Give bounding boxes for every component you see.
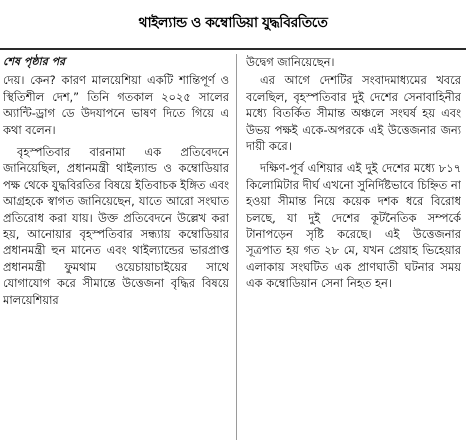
paragraph: বৃহস্পতিবার বারনামা এক প্রতিবেদনে জানিয়েছিল, প্রধানমন্ত্রী থাইল্যান্ড ও কম্বোডিয়ার পক্ষ থেকে যুদ্ধবিরতির বিষয়ে ইতিবাচক ইঙ্গিত এবং আগ্রহকে স্বাগত জানিয়েছেন, যাতে আরো সংঘাত প্রতিরোধ করা যায়। উক্ত প্রতিবেদনে উল্লেখ করা হয়, আনোয়ার বৃহস্পতিবার সন্ধ্যায় কম্বোডিয়ার প্রধানমন্ত্রী হুন মানেত এবং থাইল্যান্ডের ভারপ্রাপ্ত প্রধানমন্ত্রী ফুমথাম ওয়েচায়াচাইয়ের সাথে যোগাযোগ করে সীমান্তে উত্তেজনা বৃদ্ধির বিষয়ে মালয়েশিয়ার [3,145,229,307]
paragraph: দক্ষিণ-পূর্ব এশিয়ার এই দুই দেশের মধ্যে ৮১৭ কিলোমিটার দীর্ঘ এখনো সুনির্দিষ্টভাবে চিহ্নিত না হওয়া সীমান্ত নিয়ে কয়েক দশক ধরে বিরোধ চলছে, যা দুই দেশের কূটনৈতিক সম্পর্কে টানাপড়েন সৃষ্টি করেছে। এই উত্তেজনার সূত্রপাত হয় গত ২৮ মে, যখন প্রেয়াহ ভিহেয়ার এলাকায় সংঘটিত এক প্রাণঘাতী ঘটনার সময় এক কম্বোডিয়ান সেনা নিহত হন। [246,161,461,291]
paragraph: এর আগে দেশটির সংবাদমাধ্যমের খবরে বলেছিল, বৃহস্পতিবার দুই দেশের সেনাবাহিনীর মধ্যে বিতর্কিত সীমান্ত অঞ্চলে সংঘর্ষ হয় এবং উভয় পক্ষই একে-অপরকে এই উত্তেজনার জন্য দায়ী করে। [246,73,461,154]
paragraph: উদ্বেগ জানিয়েছেন। [246,55,335,69]
column-divider [236,54,237,440]
continued-from-label: শেষ পৃষ্ঠার পর [3,55,66,68]
left-column [3,54,229,440]
right-column [246,54,461,440]
paragraph: দেয়। কেন? কারণ মালয়েশিয়া একটি শান্তিপূর্ণ ও স্থিতিশীল দেশ,” তিনি গতকাল ২০২৫ সালের অ্যান্টি-ড্রাগ ডে উদযাপনে ভাষণ দিতে গিয়ে এ কথা বলেন। [3,73,229,137]
article-headline: থাইল্যান্ড ও কম্বোডিয়া যুদ্ধবিরতিতে [138,15,328,31]
headline-rule [0,48,466,50]
